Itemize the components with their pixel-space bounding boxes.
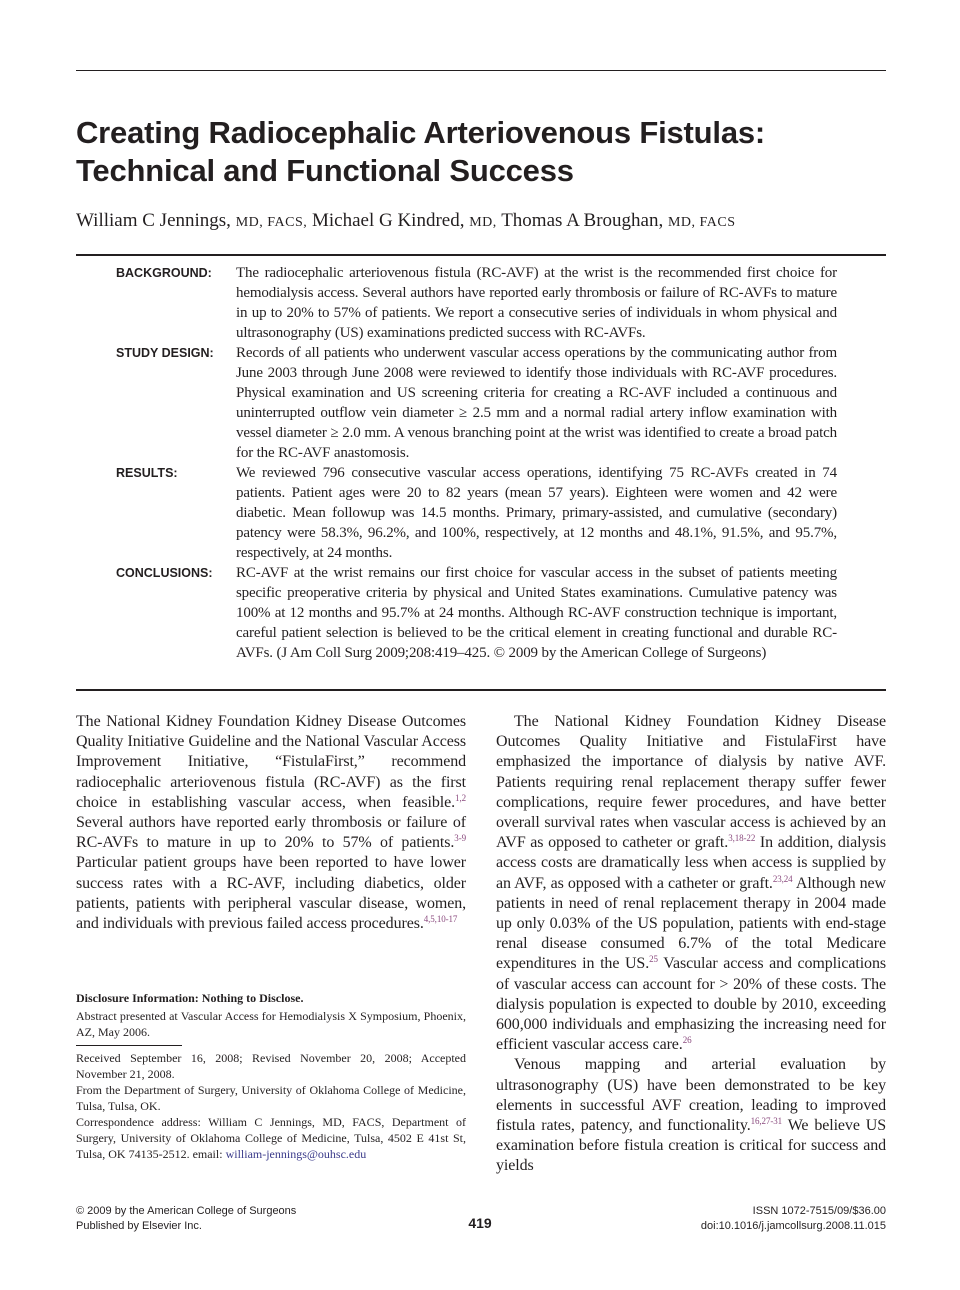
citation-ref[interactable]: 3-9: [454, 833, 466, 844]
body-text: In addition, dialysis access costs are dramatically less when access is supplied by an AVF, as opposed with a catheter or graft.: [496, 834, 886, 892]
article-notes: [76, 1050, 466, 1162]
author-credentials: MD, FACS,: [235, 215, 308, 230]
correspondence-text: Correspondence address: William C Jennings, MD, FACS, Department of Surgery, University of Oklahoma College of Medicine, Tulsa, 4502 E 41st St, Tulsa, OK 74135-2512. email:: [76, 1115, 466, 1161]
presentation-note: Abstract presented at Vascular Access for Hemodialysis X Symposium, Phoenix, AZ, May 2006.: [76, 1009, 466, 1039]
author-name: Thomas A Broughan,: [501, 210, 664, 231]
disclosure-statement: Disclosure Information: Nothing to Disclose.: [76, 991, 304, 1005]
body-text: We believe US examination before fistula creation is critical for success and yields: [496, 1117, 886, 1175]
disclosure-notes: [76, 990, 466, 1040]
title-line-1: Creating Radiocephalic Arteriovenous Fistulas:: [76, 115, 766, 150]
body-text: Venous mapping and arterial evaluation by ultrasonography (US) have been demonstrated to be key elements in successful AVF creation, leading to improved fistula rates, patency, and functionality.: [496, 1056, 886, 1135]
issn: ISSN 1072-7515/09/$36.00: [752, 1205, 886, 1217]
article-title: [76, 114, 886, 190]
body-text: The National Kidney Foundation Kidney Disease Outcomes Quality Initiative and FistulaFirst have emphasized the importance of dialysis by native AVF. Patients requiring renal replacement therapy suffer fewer complications, require fewer procedures, and have better overall survival rates when vascular access is achieved by an AVF as opposed to catheter or graft.: [496, 713, 886, 852]
abstract-text: The radiocephalic arteriovenous fistula (RC-AVF) at the wrist is the recommended first choice for hemodialysis access. Several authors have reported early thrombosis or failure of RC-AVFs to mature in up to 20% to 57% of patients. We report a consecutive series of individuals in whom physical and ultrasonography (US) examinations predicted success with RC-AVFs.: [236, 265, 837, 341]
body-paragraph: [496, 1055, 886, 1176]
body-text: The National Kidney Foundation Kidney Disease Outcomes Quality Initiative Guideline and the National Vascular Access Improvement Initiative, “FistulaFirst,” recommend radiocephalic arteriovenous fistula (RC-AVF) as the first choice in establishing vascular access, when feasible.: [76, 713, 466, 811]
footnote-rule: [76, 1045, 182, 1046]
citation-ref[interactable]: 25: [649, 954, 658, 965]
abstract-text: We reviewed 796 consecutive vascular access operations, identifying 75 RC-AVFs created in 74 patients. Patient ages were 20 to 82 years (mean 57 years). Eighteen were women and 42 were diabetic. Mean followup was 14.5 months. Primary, primary-assisted, and cumulative (secondary) patency were 58.3%, 96.2%, and 100%, respectively, at 12 months and 48.1%, 91.5%, and 95.7%, respectively, at 24 months.: [236, 465, 837, 561]
citation-ref[interactable]: 1,2: [455, 792, 466, 803]
citation-ref[interactable]: 4,5,10-17: [423, 914, 458, 925]
author-credentials: MD, FACS: [667, 215, 736, 230]
abstract-label: STUDY DESIGN:: [116, 346, 214, 360]
body-text: Particular patient groups have been reported to have lower success rates with a RC-AVF, including diabetics, older patients, patients with peripheral vascular disease, women, and individuals with previous failed access procedures.: [76, 854, 466, 933]
abstract-text: RC-AVF at the wrist remains our first choice for vascular access in the subset of patients meeting specific preoperative criteria by physical and United States examinations. Cumulative patency was 100% at 12 months and 95.7% at 24 months. Although RC-AVF construction technique is important, careful patient selection is believed to be the critical element in creating functional and durable RC-AVFs. (J Am Coll Surg 2009;208:419–425. © 2009 by the American College of Surgeons): [236, 565, 837, 661]
footer-right: [586, 1204, 886, 1234]
citation-ref[interactable]: 16,27-31: [750, 1116, 783, 1127]
body-paragraph: [76, 712, 466, 934]
citation-ref[interactable]: 3,18-22: [728, 833, 756, 844]
body-column-left: [76, 712, 466, 934]
affiliation: From the Department of Surgery, University of Oklahoma College of Medicine, Tulsa, Tulsa, OK.: [76, 1083, 466, 1113]
header-rule: [76, 70, 886, 71]
email-link[interactable]: william-jennings@ouhsc.edu: [225, 1147, 367, 1161]
author-name: Michael G Kindred,: [311, 210, 465, 231]
author-credentials: MD,: [469, 215, 497, 230]
body-paragraph: [496, 712, 886, 1055]
body-text: Although new patients in need of renal replacement therapy in 2004 made up only 0.03% of the US population, patients with end-stage renal disease consumed 6.7% of the total Medicare expenditures in the US.: [496, 874, 887, 973]
body-text: Vascular access and complications of vascular access can account for > 20% of these costs. The dialysis population is expected to double by 2010, exceeding 600,000 individuals and emphasizing the increasing need for efficient vascular access care.: [496, 955, 886, 1054]
structured-abstract: [76, 254, 886, 691]
publisher-notice: Published by Elsevier Inc.: [76, 1220, 202, 1232]
author-list: [76, 208, 886, 236]
page-number: 419: [468, 1215, 492, 1231]
abstract-label: CONCLUSIONS:: [116, 566, 213, 580]
title-line-2: Technical and Functional Success: [76, 153, 574, 188]
correspondence-address: [76, 1114, 466, 1162]
doi-link[interactable]: doi:10.1016/j.jamcollsurg.2008.11.015: [700, 1220, 886, 1232]
author-name: William C Jennings,: [76, 210, 231, 231]
copyright-notice: © 2009 by the American College of Surgeons: [76, 1205, 297, 1217]
footer-left: [76, 1204, 376, 1234]
citation-ref[interactable]: 26: [682, 1035, 692, 1046]
abstract-label: RESULTS:: [116, 466, 178, 480]
abstract-text: Records of all patients who underwent vascular access operations by the communicating author from June 2003 through June 2008 were reviewed to identify those individuals with RC-AVF procedures. Physical examination and US screening criteria for creating a RC-AVF included a continuous and uninterrupted outflow vein diameter ≥ 2.5 mm and a normal radial artery inflow examination with vessel diameter ≥ 2.0 mm. A venous branching point at the wrist was identified to create a broad patch for the RC-AVF anastomosis.: [236, 345, 837, 461]
body-text: Several authors have reported early thrombosis or failure of RC-AVFs to mature in up to 20% to 57% of patients.: [76, 814, 466, 852]
received-dates: Received September 16, 2008; Revised November 20, 2008; Accepted November 21, 2008.: [76, 1051, 466, 1081]
abstract-label: BACKGROUND:: [116, 266, 212, 280]
body-column-right: [496, 712, 886, 1177]
citation-ref[interactable]: 23,24: [772, 873, 793, 884]
